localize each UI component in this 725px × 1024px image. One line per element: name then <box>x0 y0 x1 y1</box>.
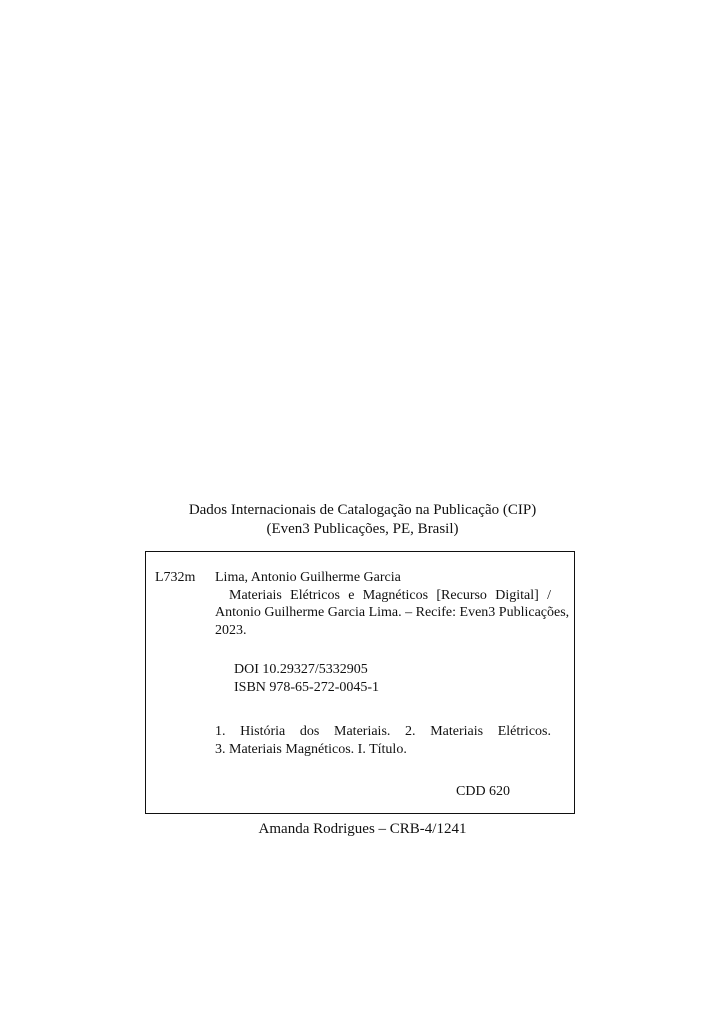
isbn-line: ISBN 978-65-272-0045-1 <box>234 679 380 695</box>
call-number: L732m <box>155 570 196 585</box>
subject-line-2: 3. Materiais Magnéticos. I. Título. <box>215 741 407 757</box>
main-entry <box>215 569 570 639</box>
cip-publisher-line: (Even3 Publicações, PE, Brasil) <box>266 521 459 537</box>
librarian-credit: Amanda Rodrigues – CRB-4/1241 <box>258 821 467 837</box>
cip-header <box>0 501 725 539</box>
subject-line-1: 1. História dos Materiais. 2. Materiais Elétricos. <box>215 724 551 739</box>
title-line-1: Materiais Elétricos e Magnéticos [Recurso Digital] / <box>229 587 551 603</box>
author-line: Lima, Antonio Guilherme Garcia <box>215 570 401 585</box>
cip-title: Dados Internacionais de Catalogação na Publicação (CIP) <box>188 502 537 518</box>
title-line-2: Antonio Guilherme Garcia Lima. – Recife: Even3 Publicações, <box>215 605 570 620</box>
subject-headings <box>215 723 551 758</box>
doi-line: DOI 10.29327/5332905 <box>234 662 368 677</box>
identifiers <box>234 661 379 696</box>
cdd-classification: CDD 620 <box>456 784 511 799</box>
title-line-3: 2023. <box>215 622 247 638</box>
catalog-card <box>145 551 575 814</box>
